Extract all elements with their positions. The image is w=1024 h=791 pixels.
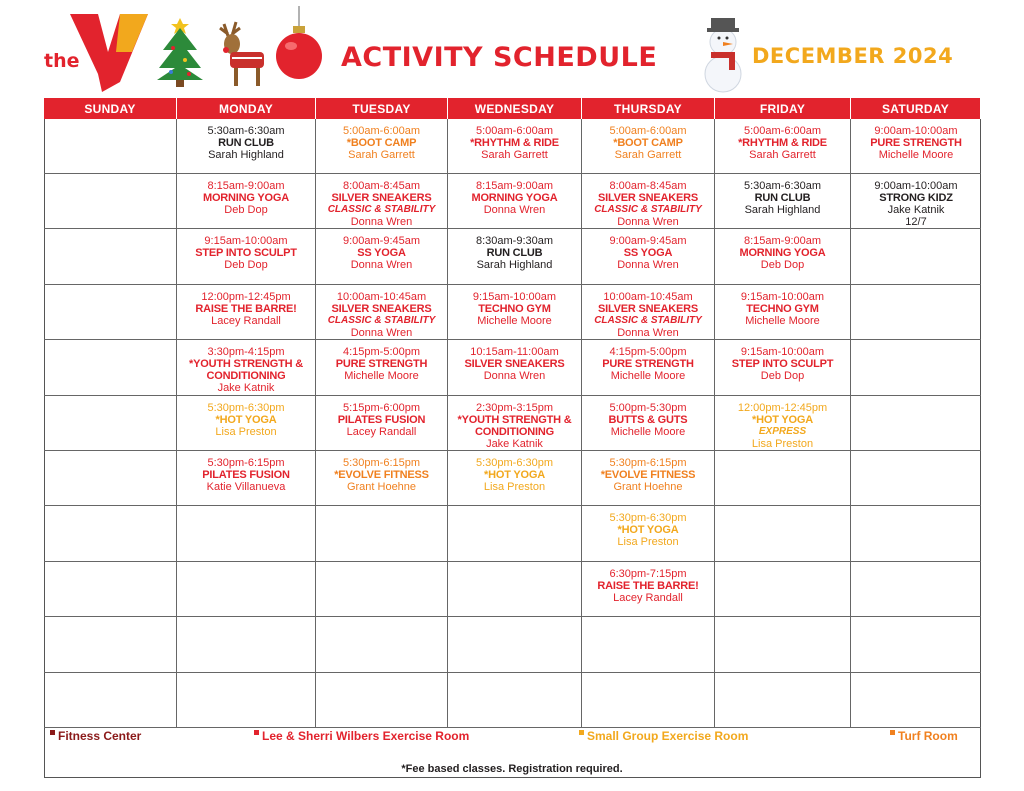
- class-time: 9:00am-9:45am: [342, 235, 421, 247]
- class-time: 8:15am-9:00am: [475, 180, 554, 192]
- class-instructor: Donna Wren: [350, 259, 413, 271]
- schedule-cell: [851, 396, 981, 451]
- class-time: 8:15am-9:00am: [743, 235, 822, 247]
- class-name: STEP INTO SCULPT: [731, 358, 834, 370]
- schedule-cell: [582, 285, 715, 340]
- class-time: 9:15am-10:00am: [472, 291, 557, 303]
- schedule-cell: [582, 340, 715, 396]
- schedule-cell: [316, 340, 448, 396]
- schedule-cell: [316, 506, 448, 562]
- class-entry: [177, 291, 315, 327]
- class-entry: [448, 291, 581, 327]
- class-name: MORNING YOGA: [202, 192, 289, 204]
- class-entry: [177, 402, 315, 438]
- logo-word: the: [44, 50, 80, 72]
- class-entry: [582, 512, 714, 548]
- class-instructor: Lisa Preston: [617, 536, 679, 548]
- class-entry: [715, 180, 850, 216]
- class-instructor: Sarah Highland: [744, 204, 821, 216]
- class-name: SILVER SNEAKERS: [597, 303, 699, 315]
- legend-swatch-icon: [254, 730, 259, 735]
- class-name: PURE STRENGTH: [870, 137, 962, 149]
- snowman-icon: [697, 14, 749, 94]
- class-entry: [582, 457, 714, 493]
- class-instructor: Jake Katnik: [217, 382, 275, 394]
- schedule-cell: [851, 673, 981, 728]
- schedule-cell: [44, 119, 177, 174]
- class-name: PURE STRENGTH: [335, 358, 428, 370]
- schedule-cell: [582, 229, 715, 285]
- class-instructor: Deb Dop: [224, 204, 268, 216]
- class-time: 10:15am-11:00am: [470, 346, 559, 358]
- schedule-cell: [448, 562, 582, 617]
- class-name: *HOT YOGA: [752, 414, 813, 426]
- class-instructor: Lacey Randall: [211, 315, 281, 327]
- class-name: *HOT YOGA: [484, 469, 545, 481]
- class-name: *YOUTH STRENGTH &: [189, 358, 303, 370]
- class-entry: [448, 457, 581, 493]
- legend-label: Small Group Exercise Room: [587, 729, 749, 743]
- schedule-cell: [44, 562, 177, 617]
- schedule-cell: [582, 673, 715, 728]
- class-entry: [177, 346, 315, 394]
- class-name: *RHYTHM & RIDE: [470, 137, 559, 149]
- class-entry: [582, 568, 714, 604]
- schedule-cell: [851, 562, 981, 617]
- class-time: 5:30pm-6:15pm: [342, 457, 421, 469]
- class-instructor: Jake Katnik: [486, 438, 543, 450]
- schedule-cell: [177, 451, 316, 506]
- class-time: 5:00am-6:00am: [609, 125, 687, 137]
- schedule-cell: [715, 119, 851, 174]
- schedule-cell: [316, 562, 448, 617]
- schedule-cell: [316, 396, 448, 451]
- schedule-cell: [44, 673, 177, 728]
- class-time: 5:30pm-6:30pm: [609, 512, 687, 524]
- class-time: 12:00pm-12:45pm: [737, 402, 828, 414]
- class-instructor: Michelle Moore: [610, 370, 686, 382]
- class-name: MORNING YOGA: [471, 192, 558, 204]
- schedule-cell: [44, 285, 177, 340]
- class-instructor: Katie Villanueva: [206, 481, 286, 493]
- month-label: DECEMBER 2024: [752, 44, 954, 68]
- schedule-cell: [44, 617, 177, 673]
- reindeer-icon: [214, 20, 270, 90]
- class-instructor: Sarah Garrett: [749, 149, 816, 161]
- schedule-cell: [177, 119, 316, 174]
- class-entry: [851, 125, 981, 161]
- class-time: 12:00pm-12:45pm: [201, 291, 291, 303]
- schedule-cell: [316, 617, 448, 673]
- class-entry: [177, 457, 315, 493]
- class-name: TECHNO GYM: [746, 303, 819, 315]
- class-entry: [851, 180, 981, 228]
- class-instructor: Grant Hoehne: [346, 481, 417, 493]
- class-entry: [316, 346, 447, 382]
- class-name: SILVER SNEAKERS: [597, 192, 699, 204]
- class-entry: [448, 402, 581, 450]
- schedule-cell: [316, 119, 448, 174]
- class-name: *RHYTHM & RIDE: [738, 137, 827, 149]
- class-name: BUTTS & GUTS: [608, 414, 688, 426]
- class-instructor: Michelle Moore: [344, 370, 419, 382]
- schedule-cell: [851, 229, 981, 285]
- class-instructor: Deb Dop: [760, 370, 805, 382]
- class-time: 5:00am-6:00am: [743, 125, 822, 137]
- schedule-cell: [177, 506, 316, 562]
- class-time: 4:15pm-5:00pm: [342, 346, 421, 358]
- class-entry: [448, 125, 581, 161]
- schedule-cell: [316, 451, 448, 506]
- legend-swatch-icon: [50, 730, 55, 735]
- schedule-cell: [851, 119, 981, 174]
- schedule-cell: [851, 285, 981, 340]
- class-entry: [448, 180, 581, 216]
- class-entry: [177, 235, 315, 271]
- class-instructor: Michelle Moore: [878, 149, 954, 161]
- schedule-cell: [316, 174, 448, 229]
- class-name: *HOT YOGA: [617, 524, 679, 536]
- class-time: 9:00am-10:00am: [874, 180, 958, 192]
- class-time: 8:00am-8:45am: [609, 180, 687, 192]
- class-time: 9:00am-10:00am: [874, 125, 958, 137]
- schedule-cell: [177, 340, 316, 396]
- schedule-cell: [177, 673, 316, 728]
- schedule-cell: [44, 340, 177, 396]
- class-time: 5:00am-6:00am: [475, 125, 554, 137]
- class-time: 9:15am-10:00am: [740, 346, 825, 358]
- class-instructor: Donna Wren: [350, 216, 413, 228]
- class-name: RUN CLUB: [218, 137, 274, 149]
- schedule-cell: [448, 174, 582, 229]
- class-entry: [316, 180, 447, 228]
- day-header-sunday: SUNDAY: [44, 98, 177, 119]
- class-entry: [715, 346, 850, 382]
- class-name: SS YOGA: [623, 247, 673, 259]
- class-subtitle: CLASSIC & STABILITY: [594, 204, 702, 215]
- class-name: SILVER SNEAKERS: [331, 192, 432, 204]
- schedule-cell: [715, 673, 851, 728]
- class-entry: [448, 235, 581, 271]
- class-name: *YOUTH STRENGTH &: [457, 414, 572, 426]
- class-subtitle: CLASSIC & STABILITY: [594, 315, 702, 326]
- schedule-cell: [177, 396, 316, 451]
- schedule-cell: [582, 396, 715, 451]
- class-name: STRONG KIDZ: [879, 192, 953, 204]
- schedule-cell: [316, 229, 448, 285]
- class-name: RUN CLUB: [754, 192, 811, 204]
- schedule-cell: [448, 396, 582, 451]
- class-instructor: Sarah Garrett: [614, 149, 682, 161]
- class-name: *EVOLVE FITNESS: [600, 469, 696, 481]
- schedule-cell: [715, 506, 851, 562]
- class-entry: [582, 402, 714, 438]
- class-subtitle: CLASSIC & STABILITY: [327, 315, 436, 326]
- schedule-cell: [851, 506, 981, 562]
- schedule-cell: [715, 562, 851, 617]
- schedule-cell: [44, 396, 177, 451]
- class-time: 8:00am-8:45am: [342, 180, 421, 192]
- class-time: 9:15am-10:00am: [204, 235, 288, 247]
- class-time: 2:30pm-3:15pm: [475, 402, 554, 414]
- schedule-cell: [582, 506, 715, 562]
- schedule-cell: [582, 562, 715, 617]
- schedule-cell: [448, 506, 582, 562]
- schedule-cell: [851, 617, 981, 673]
- class-time: 5:30am-6:30am: [743, 180, 822, 192]
- class-time: 5:30pm-6:15pm: [609, 457, 687, 469]
- schedule-cell: [44, 174, 177, 229]
- class-subtitle: EXPRESS: [758, 426, 807, 437]
- class-instructor: Donna Wren: [483, 204, 546, 216]
- schedule-cell: [44, 506, 177, 562]
- class-time: 5:30pm-6:15pm: [207, 457, 285, 469]
- class-subtitle: CLASSIC & STABILITY: [327, 204, 436, 215]
- class-time: 5:00pm-5:30pm: [609, 402, 687, 414]
- class-instructor: Lisa Preston: [215, 426, 277, 438]
- class-instructor: Michelle Moore: [745, 315, 820, 327]
- legend-label: Lee & Sherri Wilbers Exercise Room: [262, 729, 470, 743]
- class-time: 3:30pm-4:15pm: [207, 346, 285, 358]
- class-entry: [715, 402, 850, 450]
- schedule-cell: [715, 617, 851, 673]
- legend-item: [254, 729, 469, 743]
- class-entry: [582, 235, 714, 271]
- class-name: RAISE THE BARRE!: [195, 303, 297, 315]
- schedule-cell: [715, 340, 851, 396]
- class-name-continued: CONDITIONING: [475, 426, 554, 438]
- class-time: 5:30pm-6:30pm: [475, 457, 554, 469]
- class-instructor: Michelle Moore: [610, 426, 686, 438]
- class-name: *BOOT CAMP: [613, 137, 683, 149]
- schedule-cell: [448, 119, 582, 174]
- class-instructor: Michelle Moore: [477, 315, 552, 327]
- legend-swatch-icon: [890, 730, 895, 735]
- schedule-cell: [448, 285, 582, 340]
- class-entry: [177, 180, 315, 216]
- class-name: RAISE THE BARRE!: [597, 580, 699, 592]
- schedule-cell: [44, 451, 177, 506]
- schedule-cell: [851, 451, 981, 506]
- schedule-cell: [448, 617, 582, 673]
- legend-item: [890, 729, 958, 743]
- schedule-cell: [582, 617, 715, 673]
- legend-item: [579, 729, 748, 743]
- schedule-cell: [177, 229, 316, 285]
- class-instructor: Lacey Randall: [613, 592, 683, 604]
- day-header-tuesday: TUESDAY: [316, 98, 448, 119]
- day-header-monday: MONDAY: [177, 98, 316, 119]
- ymca-logo: [40, 12, 155, 94]
- class-instructor: Donna Wren: [617, 259, 679, 271]
- legend-item: [50, 729, 141, 743]
- class-time: 5:30pm-6:30pm: [207, 402, 285, 414]
- class-instructor: Lisa Preston: [751, 438, 814, 450]
- class-entry: [715, 125, 850, 161]
- ornament-icon: [274, 6, 324, 82]
- class-time: 10:00am-10:45am: [603, 291, 693, 303]
- class-time: 10:00am-10:45am: [336, 291, 427, 303]
- class-name: *HOT YOGA: [215, 414, 277, 426]
- class-instructor: Lisa Preston: [483, 481, 546, 493]
- class-time: 5:30am-6:30am: [207, 125, 285, 137]
- class-instructor: Donna Wren: [617, 327, 679, 339]
- class-entry: [177, 125, 315, 161]
- footnote: *Fee based classes. Registration required.: [401, 763, 623, 775]
- schedule-cell: [177, 617, 316, 673]
- class-instructor: Grant Hoehne: [613, 481, 683, 493]
- day-header-wednesday: WEDNESDAY: [448, 98, 582, 119]
- class-entry: [715, 235, 850, 271]
- class-name: SS YOGA: [357, 247, 406, 259]
- class-instructor: Sarah Garrett: [481, 149, 548, 161]
- page-title: ACTIVITY SCHEDULE: [341, 42, 658, 73]
- class-name: STEP INTO SCULPT: [195, 247, 297, 259]
- day-header-thursday: THURSDAY: [582, 98, 715, 119]
- schedule-cell: [715, 229, 851, 285]
- class-name: PURE STRENGTH: [602, 358, 694, 370]
- class-time: 8:30am-9:30am: [475, 235, 554, 247]
- class-instructor: Lacey Randall: [346, 426, 417, 438]
- class-entry: [316, 235, 447, 271]
- class-time: 9:15am-10:00am: [740, 291, 825, 303]
- class-name: *BOOT CAMP: [346, 137, 417, 149]
- class-name: PILATES FUSION: [202, 469, 290, 481]
- class-entry: [316, 402, 447, 438]
- class-name-continued: CONDITIONING: [206, 370, 286, 382]
- class-name: TECHNO GYM: [478, 303, 551, 315]
- schedule-cell: [448, 229, 582, 285]
- christmas-tree-icon: [155, 14, 205, 88]
- class-instructor: Deb Dop: [224, 259, 268, 271]
- class-time: 6:30pm-7:15pm: [609, 568, 687, 580]
- class-entry: [582, 125, 714, 161]
- schedule-cell: [316, 673, 448, 728]
- class-instructor: Donna Wren: [350, 327, 413, 339]
- schedule-cell: [177, 174, 316, 229]
- class-entry: [316, 125, 447, 161]
- class-name: PILATES FUSION: [337, 414, 426, 426]
- class-instructor: Sarah Garrett: [348, 149, 415, 161]
- class-time: 9:00am-9:45am: [609, 235, 687, 247]
- schedule-cell: [448, 340, 582, 396]
- class-time: 5:00am-6:00am: [342, 125, 421, 137]
- class-instructor: Sarah Highland: [476, 259, 553, 271]
- schedule-cell: [582, 174, 715, 229]
- class-instructor: Donna Wren: [617, 216, 679, 228]
- class-name: MORNING YOGA: [739, 247, 826, 259]
- schedule-cell: [715, 285, 851, 340]
- schedule-cell: [715, 451, 851, 506]
- schedule-cell: [715, 174, 851, 229]
- class-entry: [582, 291, 714, 339]
- schedule-cell: [851, 174, 981, 229]
- class-instructor: Donna Wren: [483, 370, 546, 382]
- schedule-cell: [448, 673, 582, 728]
- class-instructor: Sarah Highland: [208, 149, 284, 161]
- class-time: 5:15pm-6:00pm: [342, 402, 421, 414]
- legend-label: Turf Room: [898, 729, 958, 743]
- schedule-cell: [851, 340, 981, 396]
- class-entry: [582, 346, 714, 382]
- class-entry: [582, 180, 714, 228]
- schedule-cell: [44, 229, 177, 285]
- day-header-friday: FRIDAY: [715, 98, 851, 119]
- day-header-saturday: SATURDAY: [851, 98, 981, 119]
- class-entry: [715, 291, 850, 327]
- class-entry: [316, 457, 447, 493]
- class-instructor: Deb Dop: [760, 259, 805, 271]
- class-time: 4:15pm-5:00pm: [609, 346, 687, 358]
- class-entry: [316, 291, 447, 339]
- class-name: SILVER SNEAKERS: [464, 358, 565, 370]
- class-name: SILVER SNEAKERS: [331, 303, 432, 315]
- schedule-cell: [448, 451, 582, 506]
- legend-swatch-icon: [579, 730, 584, 735]
- schedule-cell: [715, 396, 851, 451]
- class-name: *EVOLVE FITNESS: [334, 469, 429, 481]
- class-name: RUN CLUB: [486, 247, 543, 259]
- class-entry: [448, 346, 581, 382]
- schedule-cell: [582, 451, 715, 506]
- class-date-note: 12/7: [905, 216, 927, 228]
- schedule-cell: [316, 285, 448, 340]
- schedule-cell: [582, 119, 715, 174]
- schedule-cell: [177, 562, 316, 617]
- schedule-cell: [177, 285, 316, 340]
- class-time: 8:15am-9:00am: [207, 180, 285, 192]
- legend-label: Fitness Center: [58, 729, 142, 743]
- class-instructor: Jake Katnik: [887, 204, 945, 216]
